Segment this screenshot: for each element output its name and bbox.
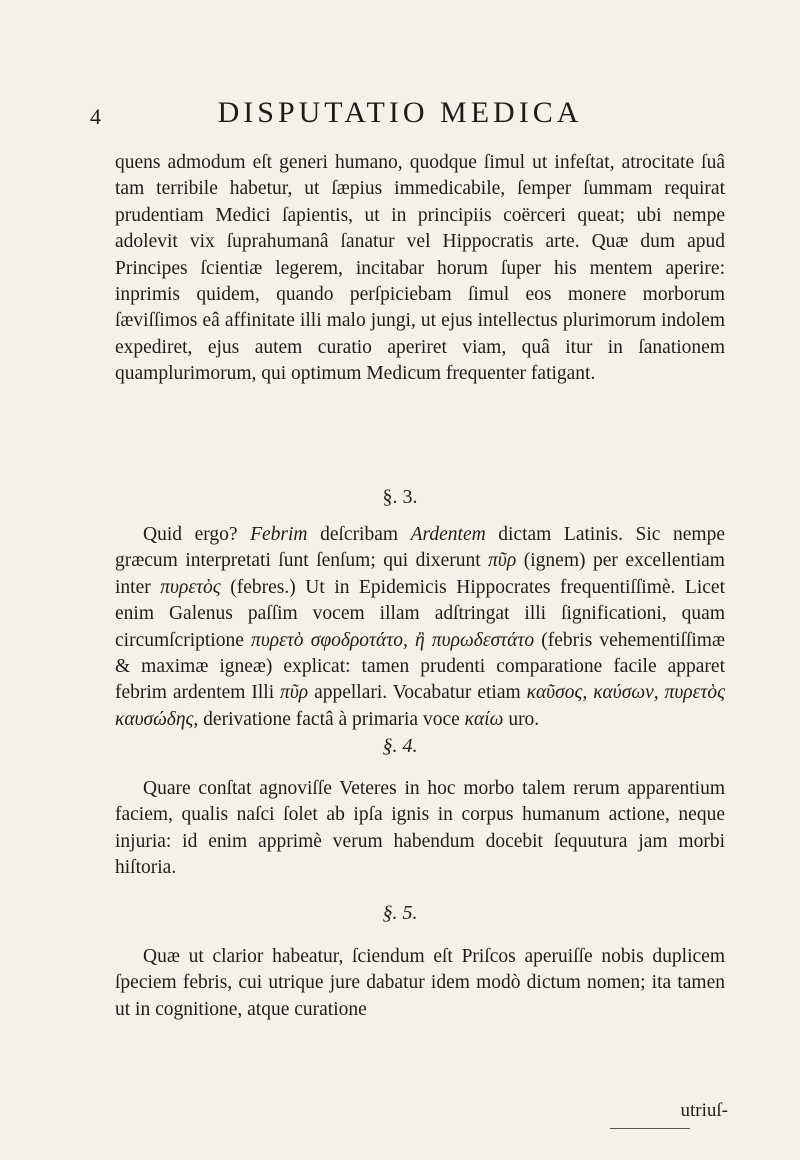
paragraph-4: Quæ ut clarior habeatur, ſciendum eſt Priſcos aperuiſſe nobis duplicem ſpeciem febris, cui utrique jure dabatur idem modò dictum nomen; ita tamen ut in cognitione, atque curatione [115,946,725,1020]
p2-text-7: appellari. Vocabatur etiam [308,682,527,704]
page-number: 4 [90,104,101,129]
section-mark-5: §. 5. [382,902,418,924]
greek-term-2: πυρετὸς [160,576,221,598]
p2-text-5: (febres.) Ut in Epidemicis Hippocrates frequentiſſimè. Licet enim Galenus paſſim vocem illam adſtringat illi ſignificationi, quam circumſcriptione [115,576,725,651]
greek-term-6: καίω [464,708,504,730]
greek-term-1: πῦρ [488,550,517,572]
p2-text-2: deſcribam [307,524,411,545]
p2-text-8: , derivatione factâ à primaria voce [193,708,465,730]
catchword-rule [610,1128,690,1129]
running-head: DISPUTATIO MEDICA [217,96,583,129]
p2-text-1: Quid ergo? [143,524,251,545]
catchword: utriuſ- [680,1100,728,1121]
paragraph-3: Quare conſtat agnoviſſe Veteres in hoc morbo talem rerum apparentium faciem, qualis naſci ſolet ab ipſa ignis in corpus humanum actione, neque injuria: id enim apprimè verum habendum docebit ſequutura jam morbi hiſtoria. [115,778,725,879]
p2-text-4: (ignem) per excellentiam inter [115,550,725,598]
section-mark-3: §. 3. [382,486,418,508]
term-febrim: Febrim [250,524,308,545]
greek-term-3: πυρετὸ σφοδροτάτο, ἢ πυρωδεστάτο [251,629,535,651]
paragraph-2 [115,522,725,733]
p2-text-9: uro. [503,708,540,730]
p2-text-3: dictam Latinis. Sic nempe græcum interpretati ſunt ſenſum; qui dixerunt [115,524,725,572]
page-header [90,96,710,136]
greek-term-4: πῦρ [280,682,309,704]
paragraph-1: quens admodum eſt generi humano, quodque ſimul ut infeſtat, atrocitate ſuâ tam terribile habetur, ut ſæpius immedicabile, ſemper ſummam requirat prudentiam Medici ſapientis, ut in principiis coërceri queat; ubi nempe adolevit vix ſuprahumanâ ſanatur vel Hippocratis arte. Quæ dum apud Principes ſcientiæ legerem, incitabar horum ſuper his mentem aperire: inprimis quidem, quando perſpiciebam ſimul eos monere morborum ſæviſſimos eâ affinitate illi malo jungi, ut ejus intellectus plurimorum indolem expediret, ejus autem curatio aperiret viam, quâ itur in ſanationem quamplurimorum, qui optimum Medicum frequenter fatigant. [115,152,725,385]
term-ardentem: Ardentem [410,524,486,545]
section-mark-4: §. 4. [382,735,418,757]
p2-text-6: (febris vehementiſſimæ & maximæ igneæ) explicat: tamen prudenti comparatione facile apparet febrim ardentem Illi [115,629,725,704]
greek-term-5: καῦσος, καύσων, πυρετὸς καυσώδης [115,682,725,730]
